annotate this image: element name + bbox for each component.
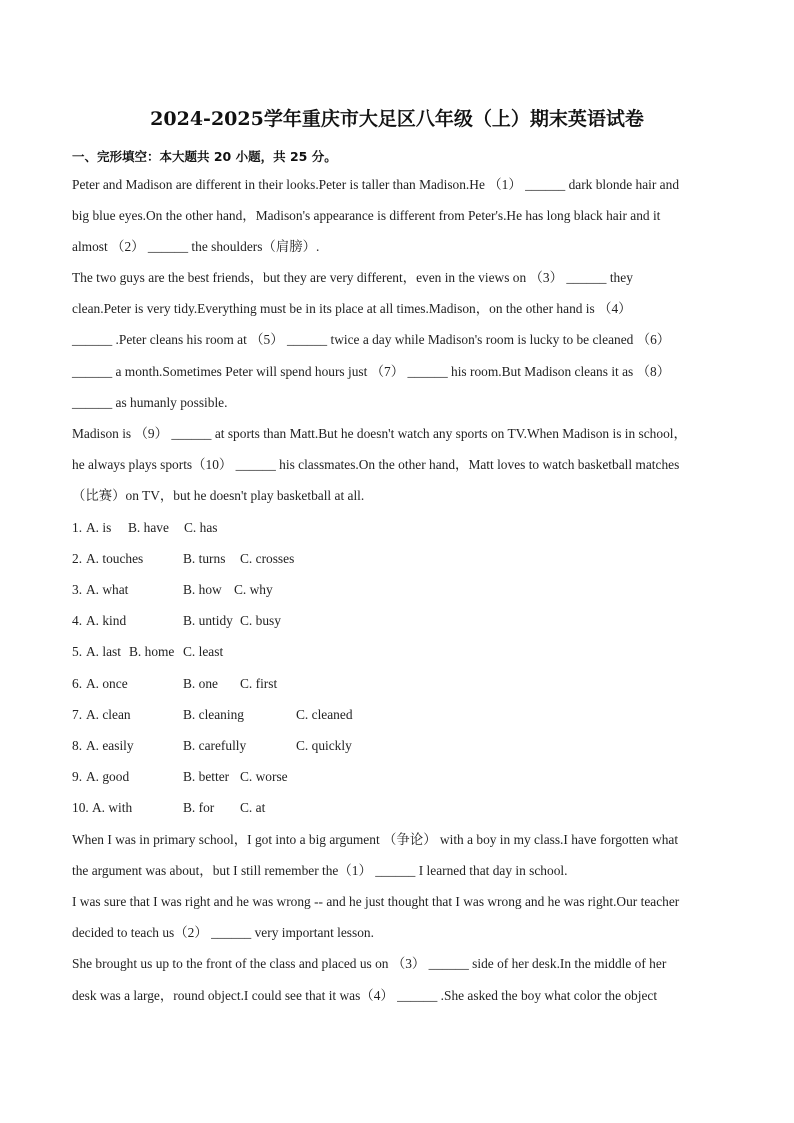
option-b: B. how <box>183 582 222 597</box>
option-c: C. why <box>234 582 273 597</box>
option-b: B. carefully <box>183 738 247 753</box>
question-number: 7. <box>72 707 83 722</box>
option-c: C. cleaned <box>296 707 353 722</box>
question-number: 8. <box>72 738 83 753</box>
option-c: C. first <box>240 676 278 691</box>
passage2-line: When I was in primary school，I got into a big argument （争论） with a boy in my class.I have forgotten what <box>72 832 679 847</box>
option-a: A. with <box>92 800 133 815</box>
option-a: A. good <box>86 769 130 784</box>
passage1-line: ______ a month.Sometimes Peter will spend hours just （7） ______ his room.But Madison cleans it as （8） <box>72 364 671 379</box>
passage1-line: almost （2） ______ the shoulders（肩膀）. <box>72 239 320 254</box>
passage1-line: ______ .Peter cleans his room at （5） ______ twice a day while Madison's room is lucky to be cleaned （6） <box>72 332 671 347</box>
option-c: C. least <box>183 644 224 659</box>
passage2-line: I was sure that I was right and he was wrong -- and he just thought that I was wrong and he was right.Our teacher <box>72 894 680 909</box>
option-c: C. crosses <box>240 551 295 566</box>
passage1-line: Peter and Madison are different in their looks.Peter is taller than Madison.He （1） ______ dark blonde hair and <box>72 177 680 192</box>
question-number: 6. <box>72 676 83 691</box>
question-number: 5. <box>72 644 83 659</box>
passage1-line: （比赛）on TV，but he doesn't play basketball at all. <box>72 488 365 503</box>
passage2-line: She brought us up to the front of the class and placed us on （3） ______ side of her desk.In the middle of her <box>72 956 667 971</box>
option-a: A. easily <box>86 738 134 753</box>
option-a: A. what <box>86 582 129 597</box>
option-c: C. quickly <box>296 738 352 753</box>
option-a: A. clean <box>86 707 131 722</box>
passage1-line: big blue eyes.On the other hand，Madison's appearance is different from Peter's.He has long black hair and it <box>72 208 661 223</box>
question-number: 2. <box>72 551 83 566</box>
option-a: A. is <box>86 520 112 535</box>
option-c: C. has <box>184 520 218 535</box>
passage1-line: Madison is （9） ______ at sports than Matt.But he doesn't watch any sports on TV.When Madison is in school， <box>72 426 687 441</box>
passage1-line: The two guys are the best friends，but they are very different，even in the views on （3） ______ they <box>72 270 633 285</box>
passage2-line: the argument was about，but I still remember the（1） ______ I learned that day in school. <box>72 863 568 878</box>
passage1-line: he always plays sports（10） ______ his classmates.On the other hand，Matt loves to watch basketball matches <box>72 457 680 472</box>
option-c: C. busy <box>240 613 281 628</box>
option-b: B. untidy <box>183 613 233 628</box>
section-heading: 一、完形填空：本大题共 20 小题，共 25 分。 <box>72 149 337 164</box>
option-a: A. last <box>86 644 121 659</box>
passage1-line: ______ as humanly possible. <box>72 395 228 410</box>
option-a: A. kind <box>86 613 127 628</box>
option-a: A. once <box>86 676 128 691</box>
question-number: 3. <box>72 582 83 597</box>
option-b: B. cleaning <box>183 707 244 722</box>
passage2-line: desk was a large，round object.I could see that it was（4） ______ .She asked the boy what color the object <box>72 988 658 1003</box>
question-number: 4. <box>72 613 83 628</box>
passage1-line: clean.Peter is very tidy.Everything must be in its place at all times.Madison，on the other hand is （4） <box>72 301 632 316</box>
passage2-line: decided to teach us（2） ______ very important lesson. <box>72 925 374 940</box>
option-b: B. for <box>183 800 215 815</box>
option-b: B. turns <box>183 551 226 566</box>
option-b: B. home <box>129 644 175 659</box>
question-number: 10. <box>72 800 89 815</box>
option-b: B. have <box>128 520 169 535</box>
option-b: B. better <box>183 769 230 784</box>
exam-title: 2024-2025学年重庆市大足区八年级（上）期末英语试卷 <box>150 108 644 130</box>
question-number: 1. <box>72 520 83 535</box>
option-a: A. touches <box>86 551 144 566</box>
option-b: B. one <box>183 676 218 691</box>
question-number: 9. <box>72 769 83 784</box>
option-c: C. at <box>240 800 266 815</box>
option-c: C. worse <box>240 769 288 784</box>
